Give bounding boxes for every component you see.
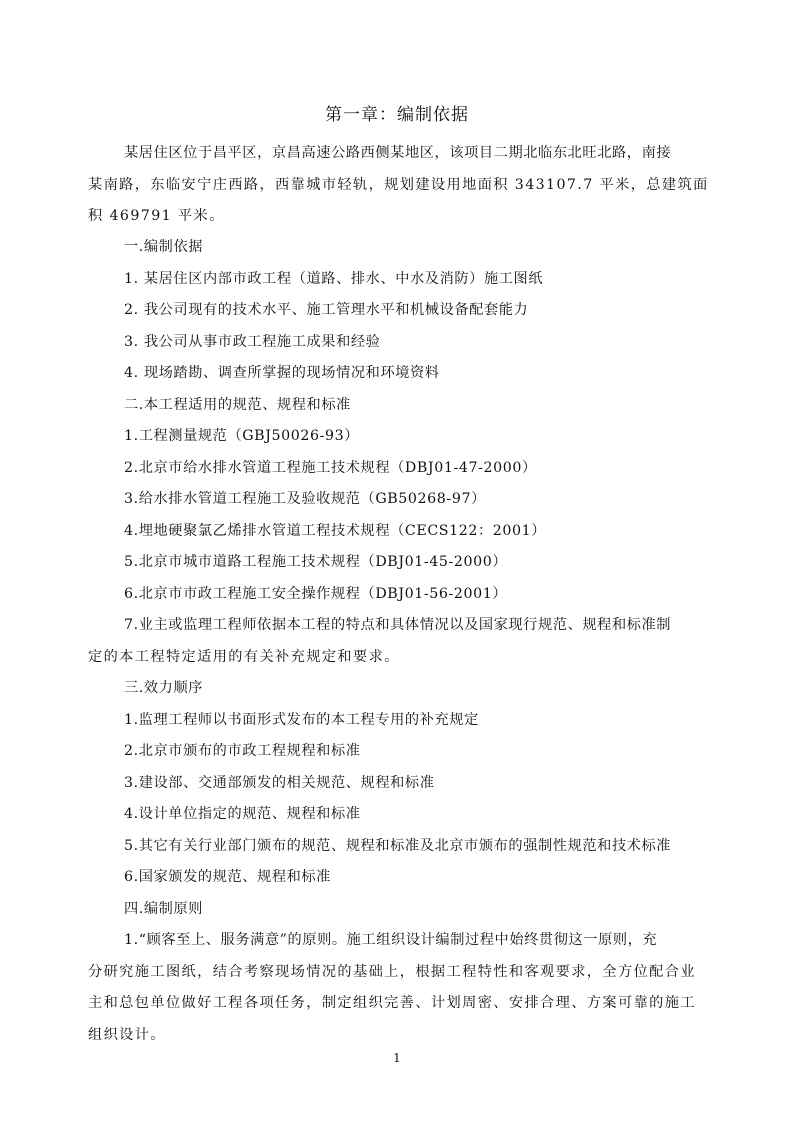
section3-item: 2.北京市颁布的市政工程规程和标准 xyxy=(124,743,361,759)
chapter-title: 第一章：编制依据 xyxy=(325,105,469,125)
section-heading-3: 三.效力顺序 xyxy=(124,680,204,696)
section2-item-7-line-1: 7.业主或监理工程师依据本工程的特点和具体情况以及国家现行规范、规程和标准制 xyxy=(124,617,672,633)
section2-item-7-line-2: 定的本工程特定适用的有关补充规定和要求。 xyxy=(88,649,400,665)
section-heading-2: 二.本工程适用的规范、规程和标准 xyxy=(124,397,351,413)
section3-item: 6.国家颁发的规范、规程和标准 xyxy=(124,869,331,885)
intro-line-1: 某居住区位于昌平区，京昌高速公路西侧某地区，该项目二期北临东北旺北路，南接 xyxy=(124,145,672,161)
section3-item: 5.其它有关行业部门颁布的规范、规程和标准及北京市颁布的强制性规范和技术标准 xyxy=(124,838,672,854)
intro-line-2: 某南路，东临安宁庄西路，西靠城市轻轨，规划建设用地面积 343107.7 平米，总建筑面 xyxy=(88,177,709,193)
section-heading-1: 一.编制依据 xyxy=(124,239,204,255)
section1-item: 3. 我公司从事市政工程施工成果和经验 xyxy=(124,334,381,350)
section2-item: 2.北京市给水排水管道工程施工技术规程（DBJ01-47-2000） xyxy=(124,460,537,476)
section1-item: 4. 现场踏勘、调查所掌握的现场情况和环境资料 xyxy=(124,365,440,381)
intro-line-3: 积 469791 平米。 xyxy=(88,208,225,224)
section-heading-4: 四.编制原则 xyxy=(124,901,204,917)
section1-item: 1. 某居住区内部市政工程（道路、排水、中水及消防）施工图纸 xyxy=(124,271,544,287)
section4-para-line-4: 组织设计。 xyxy=(88,1027,166,1043)
section2-item: 5.北京市城市道路工程施工技术规程（DBJ01-45-2000） xyxy=(124,554,508,570)
section4-para-line-1: 1.“顾客至上、服务满意”的原则。施工组织设计编制过程中始终贯彻这一原则，充 xyxy=(124,932,658,948)
section2-item: 6.北京市市政工程施工安全操作规程（DBJ01-56-2001） xyxy=(124,586,508,602)
section4-para-line-3: 主和总包单位做好工程各项任务，制定组织完善、计划周密、安排合理、方案可靠的施工 xyxy=(88,995,696,1011)
section3-item: 1.监理工程师以书面形式发布的本工程专用的补充规定 xyxy=(124,712,479,728)
section2-item: 1.工程测量规范（GBJ50026-93） xyxy=(124,428,360,444)
section3-item: 4.设计单位指定的规范、规程和标准 xyxy=(124,806,361,822)
section3-item: 3.建设部、交通部颁发的相关规范、规程和标准 xyxy=(124,775,435,791)
section1-item: 2. 我公司现有的技术水平、施工管理水平和机械设备配套能力 xyxy=(124,302,529,318)
section2-item: 3.给水排水管道工程施工及验收规范（GB50268-97） xyxy=(124,491,486,507)
section2-item: 4.埋地硬聚氯乙烯排水管道工程技术规程（CECS122：2001） xyxy=(124,523,547,539)
page-number: 1 xyxy=(393,1051,401,1065)
section4-para-line-2: 分研究施工图纸，结合考察现场情况的基础上，根据工程特性和客观要求，全方位配合业 xyxy=(88,964,696,980)
